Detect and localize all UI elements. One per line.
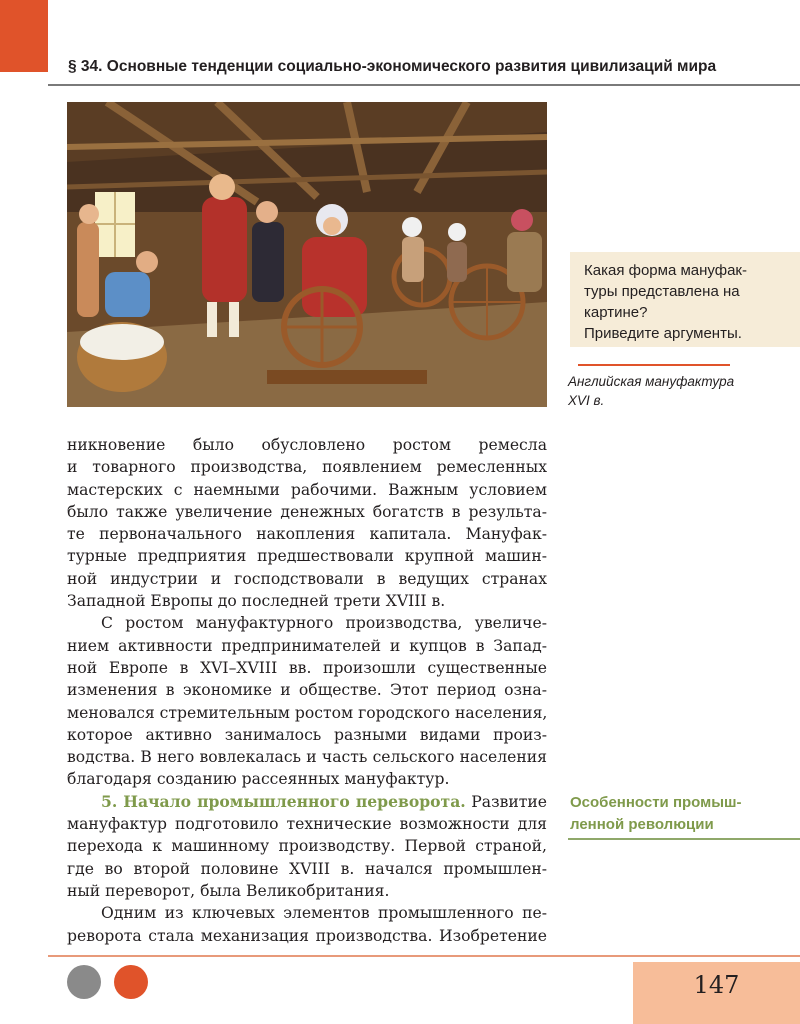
header-rule (48, 84, 800, 86)
text-fragment: Развитие (465, 792, 548, 811)
side-heading-line: Особенности промыш- (570, 794, 742, 811)
text-line: ной индустрии и господствовали в ведущих странах (67, 569, 547, 588)
footer-rule (48, 955, 800, 957)
caption-line: XVI в. (568, 393, 605, 408)
text-line: Западной Европы до последней трети XVIII в. (67, 592, 446, 611)
side-heading (570, 792, 800, 836)
text-line: турные предприятия предшествовали крупной машин- (67, 547, 547, 566)
corner-tab (0, 0, 48, 72)
body-text (67, 434, 547, 947)
side-heading-rule (568, 838, 800, 840)
text-line: благодаря созданию рассеянных мануфактур. (67, 770, 450, 789)
section-heading: 5. Начало промышленного переворота. (101, 791, 466, 811)
orange-dot-icon (114, 965, 148, 999)
figure-caption (568, 372, 788, 410)
text-line: и товарного производства, появлением ремесленных (67, 458, 547, 477)
text-line: было также увеличение денежных богатств в результа- (67, 502, 547, 521)
text-line: нием активности предпринимателей и купцов в Запад- (67, 636, 547, 655)
text-line (67, 791, 547, 813)
page-header-title: § 34. Основные тенденции социально-экономического развития цивилизаций мира (68, 58, 717, 75)
question-line: Приведите аргументы. (584, 325, 742, 342)
text-line: реворота стала механизация производства. Изобретение (67, 926, 547, 945)
text-line: где во второй половине XVIII в. начался промышлен- (67, 859, 547, 878)
text-line: перехода к машинному производству. Первой страной, (67, 837, 547, 856)
caption-line: Английская мануфактура (568, 374, 735, 389)
text-line: меновался стремительным ростом городского населения, (67, 703, 548, 722)
question-line: Какая форма мануфак- (584, 262, 747, 279)
caption-rule (578, 364, 730, 366)
text-line: ной Европе в XVI–XVIII вв. произошли существенные (67, 658, 547, 677)
text-line: Одним из ключевых элементов промышленного пе- (101, 904, 547, 923)
page-number: 147 (633, 962, 800, 1024)
text-line: С ростом мануфактурного производства, увеличе- (101, 614, 547, 633)
text-line: мастерских с наемными рабочими. Важным условием (67, 480, 547, 499)
question-line: туры представлена на (584, 283, 740, 300)
text-line: никновение было обусловлено ростом ремесла (67, 436, 547, 454)
text-line: водства. В него вовлекалась и часть сельского населения (67, 748, 547, 767)
text-line: изменения в экономике и обществе. Этот период озна- (67, 681, 547, 700)
text-line: ный переворот, была Великобритания. (67, 881, 390, 900)
text-line: которое активно занималось разными видами произ- (67, 725, 547, 744)
question-box (570, 252, 800, 347)
manufactory-illustration (67, 102, 547, 407)
question-line: картине? (584, 304, 648, 321)
text-line: те первоначального накопления капитала. Мануфак- (67, 525, 547, 544)
gray-dot-icon (67, 965, 101, 999)
side-heading-line: ленной революции (570, 816, 714, 833)
text-line: мануфактур подготовило технические возможности для (67, 815, 547, 834)
